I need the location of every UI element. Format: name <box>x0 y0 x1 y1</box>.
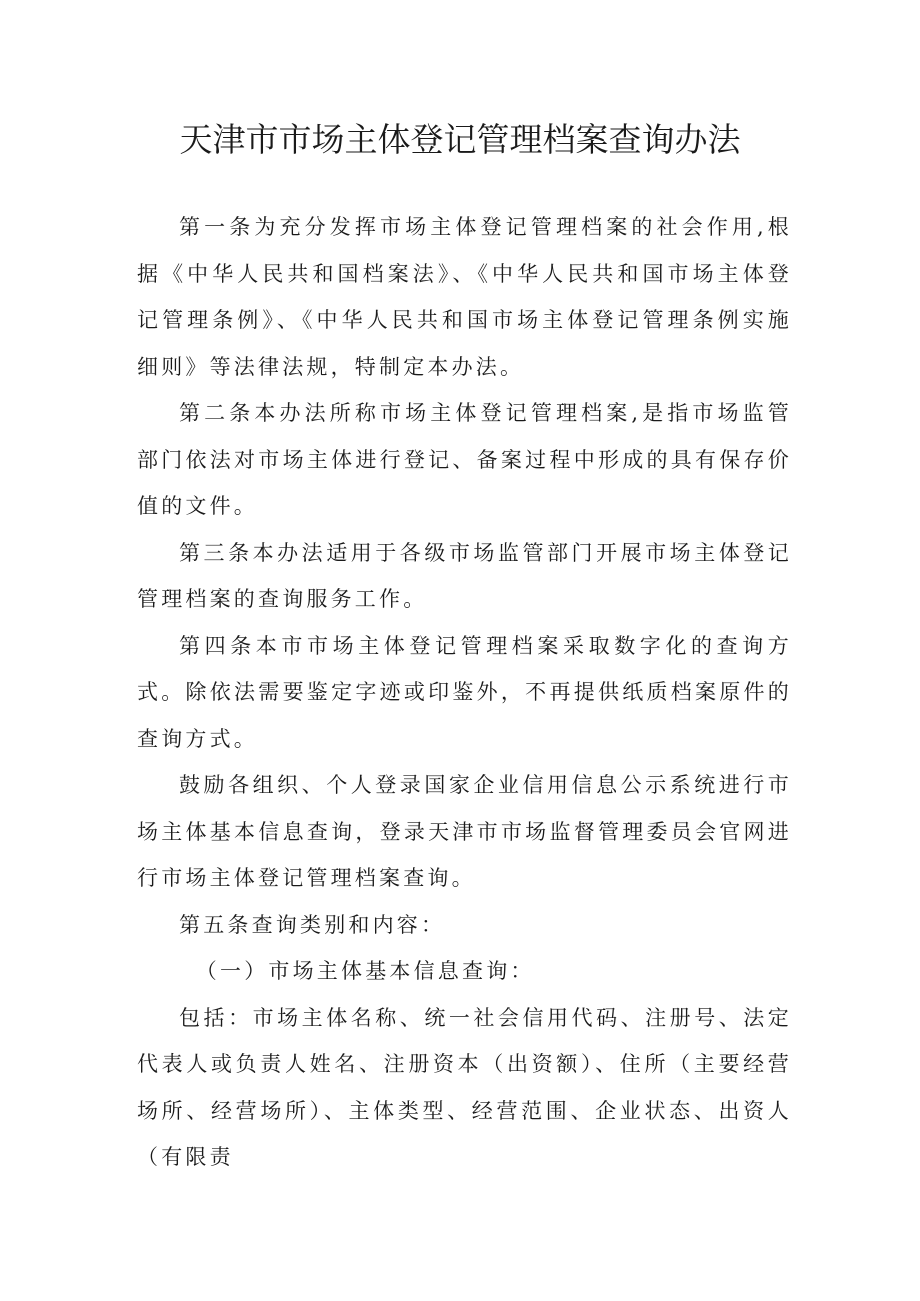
encouragement-paragraph: 鼓励各组织、个人登录国家企业信用信息公示系统进行市场主体基本信息查询，登录天津市市场监督管理委员会官网进行市场主体登记管理档案查询。 <box>137 773 792 890</box>
query-category-1-heading: （一）市场主体基本信息查询： <box>195 959 535 983</box>
query-category-1-content: 包括：市场主体名称、统一社会信用代码、注册号、法定代表人或负责人姓名、注册资本（出资额）、住所（主要经营场所、经营场所）、主体类型、经营范围、企业状态、出资人（有限责 <box>137 1005 792 1169</box>
document-body <box>137 204 792 1181</box>
document-title: 天津市市场主体登记管理档案查询办法 <box>179 120 741 159</box>
article-3-paragraph: 第三条本办法适用于各级市场监管部门开展市场主体登记管理档案的查询服务工作。 <box>137 540 792 611</box>
article-2-paragraph: 第二条本办法所称市场主体登记管理档案,是指市场监管部门依法对市场主体进行登记、备案过程中形成的具有保存价值的文件。 <box>137 401 792 518</box>
article-4-paragraph: 第四条本市市场主体登记管理档案采取数字化的查询方式。除依法需要鉴定字迹或印鉴外，不再提供纸质档案原件的查询方式。 <box>137 633 792 751</box>
article-5-heading: 第五条查询类别和内容： <box>179 912 446 937</box>
article-1-paragraph: 第一条为充分发挥市场主体登记管理档案的社会作用,根据《中华人民共和国档案法》、《中华人民共和国市场主体登记管理条例》、《中华人民共和国市场主体登记管理条例实施细则》等法律法规，特制定本办法。 <box>137 215 792 379</box>
